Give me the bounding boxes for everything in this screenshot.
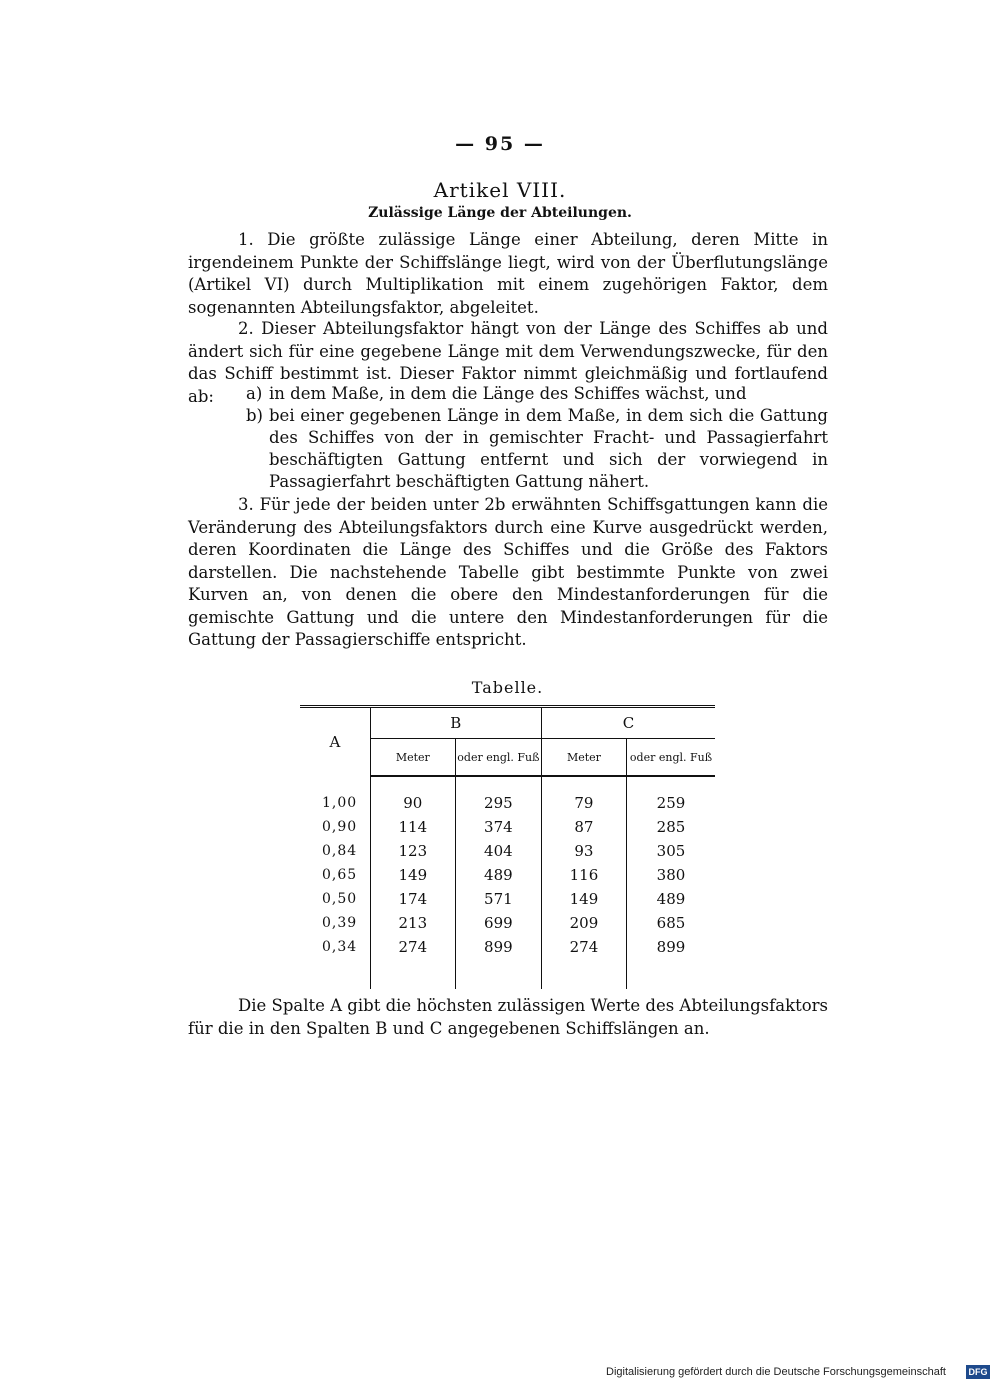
- header-c: C: [541, 707, 715, 739]
- footnote-text: Die Spalte A gibt die höchsten zulässigen Werte des Abteilungsfaktors für die in den Spalten B und C angegebenen Schiffslängen an.: [188, 996, 828, 1038]
- cell-b-meter: 123: [370, 839, 455, 863]
- list-marker: a): [246, 384, 263, 403]
- list-item-b: [246, 405, 828, 493]
- cell-factor: 0,34: [300, 935, 370, 989]
- dfg-logo: DFG: [966, 1365, 990, 1379]
- cell-b-meter: 149: [370, 863, 455, 887]
- cell-factor: 0,65: [300, 863, 370, 887]
- table-row: [300, 911, 715, 935]
- cell-b-meter: 274: [370, 935, 455, 989]
- cell-b-meter: 90: [370, 776, 455, 815]
- cell-b-meter: 114: [370, 815, 455, 839]
- list-item-text: in dem Maße, in dem die Länge des Schiffes wächst, und: [269, 384, 747, 403]
- paragraph-3-text: 3. Für jede der beiden unter 2b erwähnten Schiffsgattungen kann die Veränderung des Abteilungsfaktors durch eine Kurve ausgedrückt werden, deren Koordinaten die Länge des Schiffes und die Größe des Faktors darstellen. Die nachstehende Tabelle gibt bestimmte Punkte von zwei Kurven an, von denen die obere den Mindestanforderungen für die gemischte Gattung und die untere den Mindestanforderungen für die Gattung der Passagierschiffe entspricht.: [188, 495, 828, 649]
- cell-b-feet: 374: [455, 815, 541, 839]
- cell-factor: 0,50: [300, 887, 370, 911]
- digitization-credit: Digitalisierung gefördert durch die Deutsche Forschungsgemeinschaft: [606, 1366, 946, 1378]
- paragraph-3: [188, 494, 828, 652]
- paragraph-2-text: 2. Dieser Abteilungsfaktor hängt von der Länge des Schiffes ab und ändert sich für eine gegebene Länge mit dem Verwendungszwecke, für den das Schiff bestimmt ist. Dieser Faktor nimmt gleichmäßig und fortlaufend ab:: [188, 319, 828, 406]
- table-row: [300, 887, 715, 911]
- cell-c-meter: 149: [541, 887, 626, 911]
- cell-factor: 0,90: [300, 815, 370, 839]
- cell-factor: 1,00: [300, 776, 370, 815]
- header-b-feet: oder engl. Fuß: [455, 739, 541, 777]
- table-row: [300, 776, 715, 815]
- cell-b-feet: 489: [455, 863, 541, 887]
- footnote: [188, 995, 828, 1040]
- cell-b-meter: 213: [370, 911, 455, 935]
- header-b: B: [370, 707, 541, 739]
- cell-c-meter: 79: [541, 776, 626, 815]
- cell-c-feet: 489: [656, 890, 686, 908]
- cell-c-meter: 93: [541, 839, 626, 863]
- article-subtitle: Zulässige Länge der Abteilungen.: [368, 205, 632, 221]
- cell-factor: 0,84: [300, 839, 370, 863]
- cell-c-feet: 899: [656, 938, 686, 956]
- cell-c-meter: 209: [541, 911, 626, 935]
- cell-b-feet: 571: [455, 887, 541, 911]
- cell-c-feet: 305: [656, 842, 686, 860]
- cell-b-meter: 174: [370, 887, 455, 911]
- paragraph-1: [188, 229, 828, 319]
- cell-c-feet: 285: [656, 818, 686, 836]
- header-a: A: [300, 707, 370, 777]
- cell-c-meter: 116: [541, 863, 626, 887]
- list-marker: b): [246, 406, 263, 425]
- cell-b-feet: 699: [455, 911, 541, 935]
- cell-c-feet: 685: [656, 914, 686, 932]
- header-c-feet: oder engl. Fuß: [626, 739, 715, 777]
- list-item-a: [246, 383, 828, 405]
- table-caption: Tabelle.: [471, 678, 544, 697]
- cell-c-feet: 380: [656, 866, 686, 884]
- table-row: [300, 815, 715, 839]
- cell-c-meter: 274: [541, 935, 626, 989]
- factor-table: [300, 705, 715, 989]
- table-row: [300, 863, 715, 887]
- header-c-meter: Meter: [541, 739, 626, 777]
- cell-b-feet: 295: [455, 776, 541, 815]
- list-item-text: bei einer gegebenen Länge in dem Maße, in dem sich die Gattung des Schiffes von der in gemischter Fracht- und Passagierfahrt beschäftigten Gattung entfernt und sich der vorwiegend in Passagierfahrt beschäftigten Gattung nähert.: [269, 406, 828, 491]
- article-title: Artikel VIII.: [433, 178, 567, 202]
- table-row: [300, 839, 715, 863]
- cell-b-feet: 899: [455, 935, 541, 989]
- cell-factor: 0,39: [300, 911, 370, 935]
- cell-c-meter: 87: [541, 815, 626, 839]
- paragraph-1-text: 1. Die größte zulässige Länge einer Abteilung, deren Mitte in irgendeinem Punkte der Schiffslänge liegt, wird von der Überflutungslänge (Artikel VI) durch Multiplikation mit einem zugehörigen Faktor, dem sogenannten Abteilungsfaktor, abgeleitet.: [188, 230, 828, 317]
- page-number: — 95 —: [455, 133, 545, 155]
- header-b-meter: Meter: [370, 739, 455, 777]
- cell-c-feet: 259: [656, 794, 686, 812]
- cell-b-feet: 404: [455, 839, 541, 863]
- table-row: [300, 935, 715, 989]
